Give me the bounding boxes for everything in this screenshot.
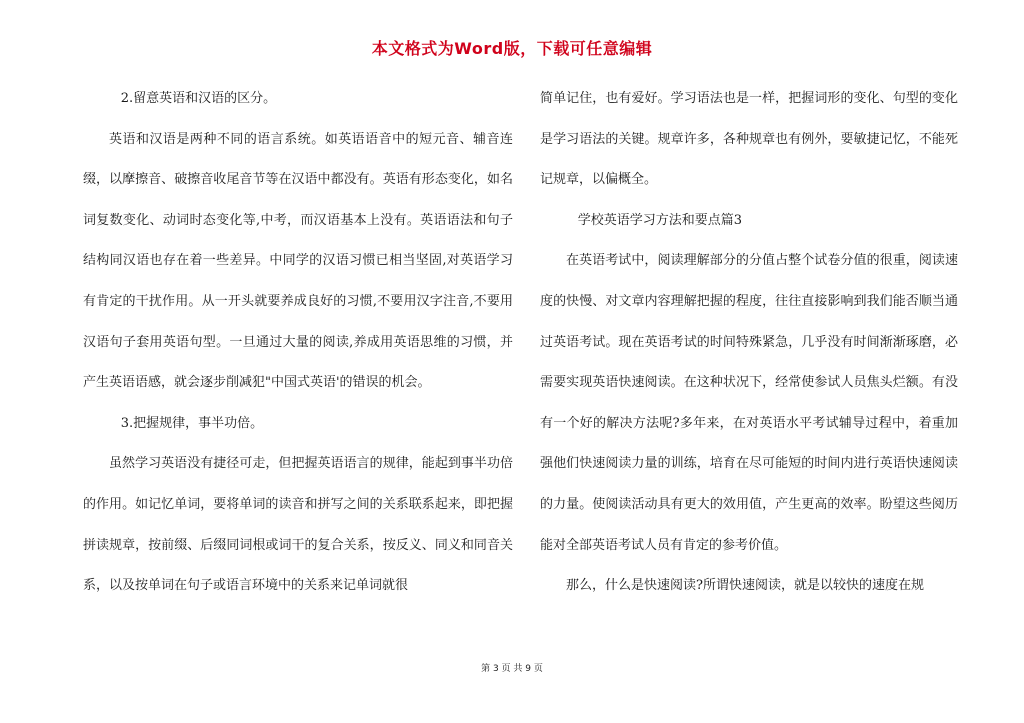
section-heading-2: 2.留意英语和汉语的区分。 [120, 91, 277, 106]
paragraph: 英语和汉语是两种不同的语言系统。如英语语音中的短元音、辅音连缀，以摩擦音、破擦音收尾音节等在汉语中都没有。英语有形态变化，如名词复数变化、动词时态变化等,中考，而汉语基本上没有。英语语法和句子结构同汉语也存在着一些差异。中同学的汉语习惯已相当坚固,对英语学习有肯定的干扰作用。从一开头就要养成良好的习惯,不要用汉字注音,不要用汉语句子套用英语句型。一旦通过大量的阅读,养成用英语思维的习惯，并产生英语语感，就会逐步削减犯"中国式英语'的错误的机会。 [83, 131, 513, 391]
paragraph-continued: 简单记住，也有爱好。学习语法也是一样，把握词形的变化、句型的变化是学习语法的关键。规章许多，各种规章也有例外，要敏捷记忆，不能死记规章，以偏概全。 [540, 91, 958, 188]
paragraph: 在英语考试中，阅读理解部分的分值占整个试卷分值的很重，阅读速度的快慢、对文章内容理解把握的程度，往往直接影响到我们能否顺当通过英语考试。现在英语考试的时间特殊紧急，几乎没有时间渐渐琢磨，必需要实现英语快速阅读。在这种状况下，经常使参试人员焦头烂额。有没有一个好的解决方法呢?多年来，在对英语水平考试辅导过程中，着重加强他们快速阅读力量的训练，培育在尽可能短的时间内进行英语快速阅读的力量。使阅读活动具有更大的效用值，产生更高的效率。盼望这些阅历能对全部英语考试人员有肯定的参考价值。 [540, 253, 958, 553]
left-column [83, 79, 513, 607]
paragraph: 虽然学习英语没有捷径可走，但把握英语语言的规律，能起到事半功倍的作用。如记忆单词，要将单词的读音和拼写之间的关系联系起来，即把握拼读规章，按前缀、后缀同词根或词干的复合关系，按反义、同义和同音关系，以及按单词在句子或语言环境中的关系来记单词就很 [83, 456, 513, 594]
section-title: 学校英语学习方法和要点篇3 [577, 212, 742, 228]
right-column [540, 79, 958, 607]
paragraph: 那么，什么是快速阅读?所谓快速阅读，就是以较快的速度在规 [566, 578, 924, 594]
section-heading-3: 3.把握规律，事半功倍。 [120, 415, 264, 431]
download-banner: 本文格式为Word版，下载可任意编辑 [371, 39, 653, 58]
page-number: 第 3 页 共 9 页 [481, 664, 543, 674]
